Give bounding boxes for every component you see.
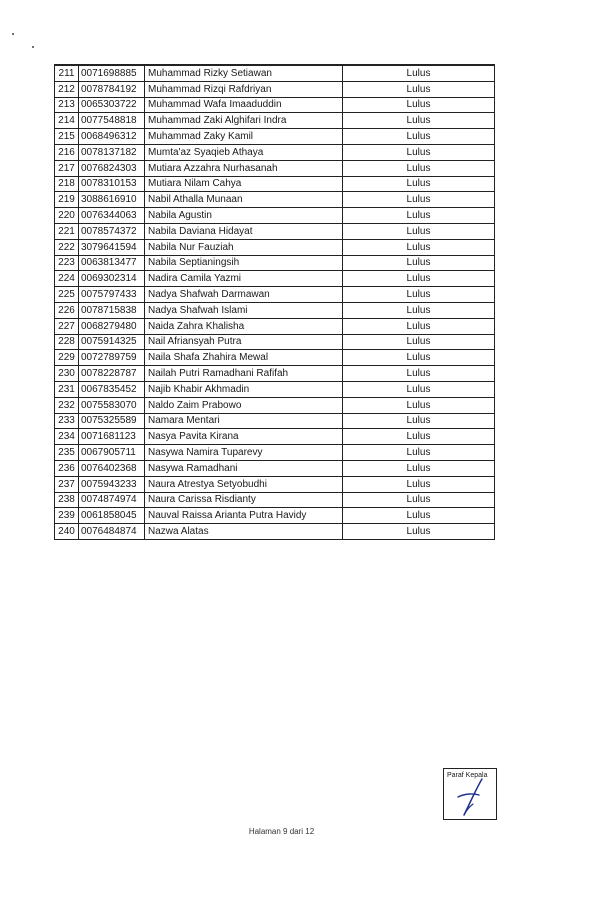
row-number: 230 [55,366,79,382]
nisn-cell: 0061858045 [79,508,145,524]
status-cell: Lulus [343,524,495,540]
table-row [55,413,495,429]
row-number: 215 [55,129,79,145]
table-row [55,318,495,334]
student-name-cell: Nabila Agustin [145,208,343,224]
row-number: 240 [55,524,79,540]
page-number: Halaman 9 dari 12 [248,827,315,836]
student-name-cell: Nadya Shafwah Islami [145,302,343,318]
row-number: 235 [55,445,79,461]
table-row [55,334,495,350]
row-number: 214 [55,113,79,129]
student-name-cell: Nasya Pavita Kirana [145,429,343,445]
paraf-label: Paraf Kepala [447,772,488,779]
nisn-cell: 0077548818 [79,113,145,129]
table-row [55,113,495,129]
row-number: 222 [55,239,79,255]
scan-speck [32,46,34,48]
row-number: 216 [55,144,79,160]
nisn-cell: 0075325589 [79,413,145,429]
nisn-cell: 0068279480 [79,318,145,334]
table-row [55,223,495,239]
nisn-cell: 3079641594 [79,239,145,255]
student-name-cell: Muhammad Zaky Kamil [145,129,343,145]
row-number: 239 [55,508,79,524]
status-cell: Lulus [343,492,495,508]
table-row [55,255,495,271]
row-number: 238 [55,492,79,508]
nisn-cell: 0076344063 [79,208,145,224]
student-name-cell: Najib Khabir Akhmadin [145,381,343,397]
nisn-cell: 0076484874 [79,524,145,540]
table-row [55,97,495,113]
row-number: 233 [55,413,79,429]
student-name-cell: Muhammad Zaki Alghifari Indra [145,113,343,129]
status-cell: Lulus [343,65,495,81]
row-number: 224 [55,271,79,287]
table-row [55,350,495,366]
student-name-cell: Nasywa Ramadhani [145,460,343,476]
nisn-cell: 3088616910 [79,192,145,208]
nisn-cell: 0069302314 [79,271,145,287]
row-number: 221 [55,223,79,239]
student-name-cell: Nabila Septianingsih [145,255,343,271]
table-row [55,144,495,160]
row-number: 218 [55,176,79,192]
status-cell: Lulus [343,287,495,303]
table-row [55,524,495,540]
nisn-cell: 0074874974 [79,492,145,508]
scan-speck [12,33,14,35]
student-name-cell: Nazwa Alatas [145,524,343,540]
table-row [55,287,495,303]
table-row [55,492,495,508]
row-number: 219 [55,192,79,208]
status-cell: Lulus [343,508,495,524]
student-name-cell: Naldo Zaim Prabowo [145,397,343,413]
table-row [55,445,495,461]
table-row [55,397,495,413]
nisn-cell: 0071681123 [79,429,145,445]
status-cell: Lulus [343,334,495,350]
student-name-cell: Nauval Raissa Arianta Putra Havidy [145,508,343,524]
row-number: 225 [55,287,79,303]
nisn-cell: 0068496312 [79,129,145,145]
nisn-cell: 0078228787 [79,366,145,382]
status-cell: Lulus [343,239,495,255]
status-cell: Lulus [343,350,495,366]
status-cell: Lulus [343,381,495,397]
student-name-cell: Naila Shafa Zhahira Mewal [145,350,343,366]
row-number: 228 [55,334,79,350]
row-number: 229 [55,350,79,366]
table-row [55,381,495,397]
table-row [55,239,495,255]
nisn-cell: 0067835452 [79,381,145,397]
row-number: 231 [55,381,79,397]
nisn-cell: 0078715838 [79,302,145,318]
row-number: 227 [55,318,79,334]
row-number: 213 [55,97,79,113]
status-cell: Lulus [343,113,495,129]
student-name-cell: Muhammad Rizky Setiawan [145,65,343,81]
row-number: 226 [55,302,79,318]
status-cell: Lulus [343,413,495,429]
table-row [55,176,495,192]
student-name-cell: Namara Mentari [145,413,343,429]
student-name-cell: Nabila Daviana Hidayat [145,223,343,239]
student-name-cell: Mumta'az Syaqieb Athaya [145,144,343,160]
table-row [55,366,495,382]
status-cell: Lulus [343,302,495,318]
signature-mark [452,777,490,817]
student-name-cell: Nail Afriansyah Putra [145,334,343,350]
nisn-cell: 0078310153 [79,176,145,192]
status-cell: Lulus [343,318,495,334]
row-number: 212 [55,81,79,97]
student-name-cell: Naura Carissa Risdianty [145,492,343,508]
status-cell: Lulus [343,144,495,160]
graduation-results-table [54,64,495,540]
nisn-cell: 0063813477 [79,255,145,271]
table-row [55,429,495,445]
row-number: 211 [55,65,79,81]
row-number: 236 [55,460,79,476]
nisn-cell: 0071698885 [79,65,145,81]
row-number: 237 [55,476,79,492]
status-cell: Lulus [343,366,495,382]
student-name-cell: Nabil Athalla Munaan [145,192,343,208]
status-cell: Lulus [343,160,495,176]
row-number: 234 [55,429,79,445]
nisn-cell: 0072789759 [79,350,145,366]
nisn-cell: 0076402368 [79,460,145,476]
nisn-cell: 0075797433 [79,287,145,303]
status-cell: Lulus [343,192,495,208]
status-cell: Lulus [343,255,495,271]
table-row [55,192,495,208]
row-number: 217 [55,160,79,176]
nisn-cell: 0078784192 [79,81,145,97]
status-cell: Lulus [343,445,495,461]
status-cell: Lulus [343,271,495,287]
student-name-cell: Nadya Shafwah Darmawan [145,287,343,303]
student-name-cell: Nadira Camila Yazmi [145,271,343,287]
status-cell: Lulus [343,429,495,445]
student-name-cell: Nailah Putri Ramadhani Rafifah [145,366,343,382]
table-row [55,460,495,476]
status-cell: Lulus [343,81,495,97]
table-row [55,271,495,287]
student-name-cell: Naura Atrestya Setyobudhi [145,476,343,492]
nisn-cell: 0075943233 [79,476,145,492]
student-name-cell: Mutiara Nilam Cahya [145,176,343,192]
table-row [55,65,495,81]
row-number: 223 [55,255,79,271]
row-number: 220 [55,208,79,224]
status-cell: Lulus [343,460,495,476]
nisn-cell: 0075914325 [79,334,145,350]
nisn-cell: 0076824303 [79,160,145,176]
nisn-cell: 0075583070 [79,397,145,413]
student-name-cell: Mutiara Azzahra Nurhasanah [145,160,343,176]
table-row [55,160,495,176]
status-cell: Lulus [343,97,495,113]
student-name-cell: Nasywa Namira Tuparevy [145,445,343,461]
nisn-cell: 0067905711 [79,445,145,461]
row-number: 232 [55,397,79,413]
table-row [55,508,495,524]
table-body [55,65,495,539]
student-name-cell: Nabila Nur Fauziah [145,239,343,255]
status-cell: Lulus [343,397,495,413]
table-row [55,208,495,224]
student-name-cell: Muhammad Rizqi Rafdriyan [145,81,343,97]
nisn-cell: 0078574372 [79,223,145,239]
student-name-cell: Muhammad Wafa Imaaduddin [145,97,343,113]
status-cell: Lulus [343,176,495,192]
status-cell: Lulus [343,223,495,239]
table-row [55,476,495,492]
status-cell: Lulus [343,129,495,145]
table-row [55,129,495,145]
nisn-cell: 0078137182 [79,144,145,160]
status-cell: Lulus [343,476,495,492]
student-name-cell: Naida Zahra Khalisha [145,318,343,334]
table-row [55,302,495,318]
nisn-cell: 0065303722 [79,97,145,113]
table-row [55,81,495,97]
paraf-box [443,768,497,820]
status-cell: Lulus [343,208,495,224]
